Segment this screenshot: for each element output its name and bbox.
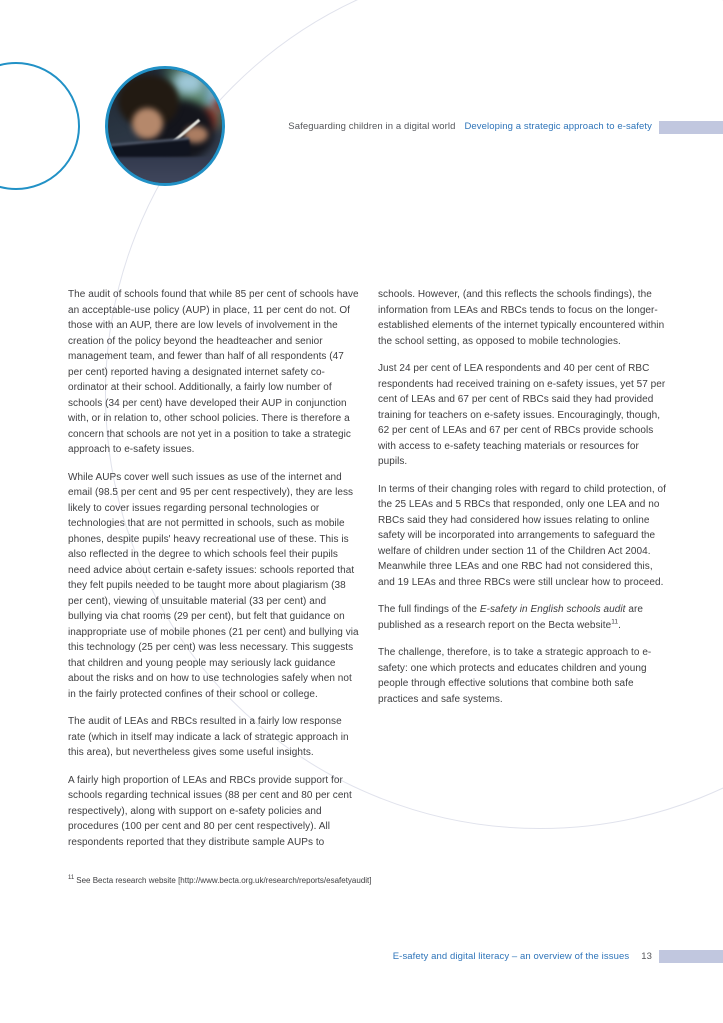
header-chapter-title: Developing a strategic approach to e-safety [464, 121, 652, 132]
left-text-column [68, 287, 361, 862]
photo-desk [105, 157, 225, 186]
decorative-circle-outline [0, 62, 80, 190]
paragraph: In terms of their changing roles with regard to child protection, of the 25 LEAs and 5 RBCs that responded, only one LEA and no RBCs said they had considered how issues relating to online safety will be incorporated into arrangements to safeguard the welfare of children under section 11 of the Children Act 2004. Meanwhile three LEAs and one RBC had not considered this, and 19 LEAs and three RBCs were still unclear how to proceed. [378, 483, 666, 588]
running-footer [393, 951, 652, 962]
paragraph: Just 24 per cent of LEA respondents and 40 per cent of RBC respondents had received training on e-safety issues, yet 57 per cent of LEAs and 67 per cent of RBCs said they had provided training for teachers on e-safety issues. Encouragingly, though, 62 per cent of LEAs and 67 per cent of RBCs provide schools with access to e-safety teaching materials or resources for pupils. [378, 363, 666, 467]
report-title-italic: E-safety in English schools audit [479, 604, 626, 615]
paragraph: A fairly high proportion of LEAs and RBCs provide support for schools regarding technical issues (88 per cent and 80 per cent respectively), along with support on e-safety policies and procedures (100 per cent and 80 per cent respectively). All respondents reported that they distribute sample AUPs to [68, 774, 352, 848]
paragraph-text: are published as a research report on the Becta website [378, 604, 643, 631]
header-section-title: Safeguarding children in a digital world [288, 121, 456, 132]
paragraph: While AUPs cover well such issues as use of the internet and email (98.5 per cent and 95 per cent respectively), they are less likely to cover issues regarding personal technologies or technologies that are not permitted in schools, such as mobile phones, despite pupils' heavy recreational use of these. This is also reflected in the degree to which schools feel their pupils need advice about certain e-safety issues: schools reported that they felt pupils needed to be taught more about plagiarism (38 per cent), viewing of unsuitable material (33 per cent) and bullying via chat rooms (29 per cent), but felt that guidance on inappropriate use of mobile phones (21 per cent) and bullying via this technology (25 per cent) was less necessary. This suggests that children and young people may seriously lack guidance about the risks and on how to use technologies safely when not in the fairly protected confines of their school or college. [68, 471, 359, 700]
paragraph: The challenge, therefore, is to take a strategic approach to e-safety: one which protects and educates children and young people through effective solutions that combine both safe practices and safe systems. [378, 647, 652, 705]
footnote-marker: 11 [68, 875, 75, 882]
footnote [68, 876, 372, 885]
header-accent-bar [659, 121, 723, 134]
paragraph: The audit of schools found that while 85 per cent of schools have an acceptable-use policy (AUP) in place, 11 per cent do not. Of those with an AUP, there are low levels of involvement in the creation of the policy beyond the headteacher and senior management team, and fewer than half of all respondents (47 per cent) reported having a designated internet safety co-ordinator at their school. Additionally, a fairly low number of schools (34 per cent) have developed their AUP in conjunction with, or in relation to, other school policies. There is therefore a concern that schools are not yet in a position to take a strategic approach to e-safety issues. [68, 289, 359, 455]
paragraph-text: The full findings of the [378, 604, 480, 615]
photo-child-face [132, 108, 163, 139]
paragraph [378, 602, 666, 633]
footer-accent-bar [659, 950, 723, 963]
paragraph: The audit of LEAs and RBCs resulted in a fairly low response rate (which in itself may indicate a lack of strategic approach in this area), but nevertheless gives some useful insights. [68, 716, 349, 758]
footer-title: E-safety and digital literacy – an overview of the issues [392, 951, 630, 962]
footnote-reference: 11 [611, 618, 619, 626]
right-text-column [378, 287, 666, 719]
photo-background-light [174, 71, 204, 94]
running-header [288, 121, 652, 132]
footnote-text: See Becta research website [http://www.becta.org.uk/research/reports/esafetyaudit] [76, 876, 372, 885]
paragraph: schools. However, (and this reflects the schools findings), the information from LEAs and RBCs tends to focus on the longer-established elements of the internet typically encountered within the school setting, as opposed to mobile technologies. [378, 289, 665, 347]
page-number: 13 [641, 951, 652, 962]
child-writing-photo [105, 66, 225, 186]
paragraph-text: . [618, 619, 621, 631]
